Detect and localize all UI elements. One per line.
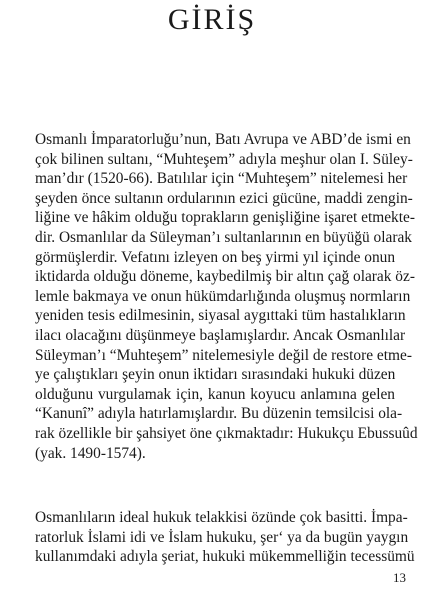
page-number: 13	[393, 570, 406, 585]
text-line: liğine ve hâkim olduğu toprakların genişliğine işaret etmekte-	[35, 209, 415, 227]
text-line: Osmanlı İmparatorluğu’nun, Batı Avrupa ve ABD’de ismi en	[35, 131, 411, 148]
text-line: rak özellikle bir şahsiyet öne çıkmaktadır: Hukukçu Ebussuûd	[35, 424, 418, 442]
text-line: şeyden önce sultanın ordularının ezici gücüne, maddi zengin-	[35, 189, 413, 207]
text-line: kullanımdaki adıyla şeriat, hukuki mükemmelliğin tecessümü	[35, 548, 415, 566]
text-line: ilacı olacağını düşünmeye başlamışlardır. Ancak Osmanlılar	[35, 326, 406, 344]
text-line: görmüşlerdir. Vefatını izleyen on beş yirmi yıl içinde onun	[35, 248, 396, 266]
text-line: dir. Osmanlılar da Süleyman’ı sultanlarının en büyüğü olarak	[35, 228, 412, 246]
paragraph-1	[35, 130, 418, 463]
text-line: iktidarda olduğu döneme, kaybedilmiş bir altın çağ olarak öz-	[35, 268, 415, 286]
text-line: ye çalıştıkları şeyin onun iktidarı sırasındaki hukuki düzen	[35, 366, 396, 384]
text-line: yeniden tesis edilmesinin, siyasal aygıttaki tüm hastalıkların	[35, 307, 406, 325]
text-line: çok bilinen sultanı, “Muhteşem” adıyla meşhur olan I. Süley-	[35, 150, 413, 168]
chapter-title: GİRİŞ	[167, 3, 257, 36]
text-line: Süleyman’ı “Muhteşem” nitelemesiyle değil de restore etme-	[35, 346, 412, 364]
text-line: man’dır (1520-66). Batılılar için “Muhteşem” nitelemesi her	[35, 170, 408, 188]
text-line: Osmanlıların ideal hukuk telakkisi özünde çok basitti. İmpa-	[35, 509, 408, 526]
text-line: olduğunu vurgulamak için, kanun koyucu anlamına gelen	[35, 385, 395, 403]
text-line: (yak. 1490-1574).	[35, 444, 146, 462]
paragraph-2	[35, 508, 415, 567]
text-line: ratorluk İslami idi ve İslam hukuku, şer‘ ya da bugün yaygın	[35, 528, 409, 546]
text-line: “Kanunî” adıyla hatırlamışlardır. Bu düzenin temsilcisi ola-	[35, 405, 403, 423]
text-line: lemle bakmaya ve onun hükümdarlığında oluşmuş normların	[35, 287, 411, 305]
